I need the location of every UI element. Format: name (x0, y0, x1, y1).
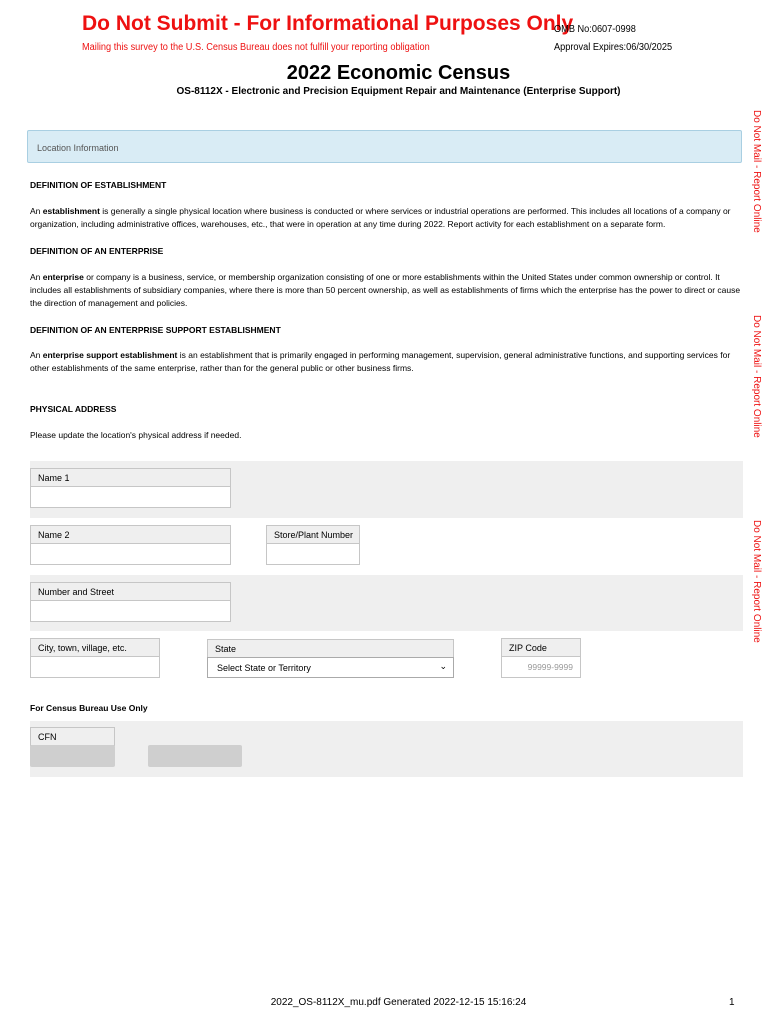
page-title: 2022 Economic Census (286, 62, 511, 84)
cfn-row (30, 721, 743, 777)
approval-expiration: Approval Expires:06/30/2025 (554, 42, 673, 53)
warning-title: Do Not Submit - For Informational Purposes Only (82, 12, 574, 35)
cfn-label: CFN (30, 727, 115, 746)
side-notice: Do Not Mail - Report Online (751, 520, 762, 643)
store-plant-label: Store/Plant Number (266, 525, 360, 544)
city-input[interactable] (30, 656, 160, 678)
name1-input[interactable] (30, 486, 231, 508)
omb-number: OMB No:0607-0998 (554, 24, 636, 35)
name1-label: Name 1 (30, 468, 231, 487)
side-notice: Do Not Mail - Report Online (751, 110, 762, 233)
city-label: City, town, village, etc. (30, 638, 160, 657)
location-information-label: Location Information (37, 143, 119, 153)
location-information-header (27, 130, 742, 163)
physical-address-heading: PHYSICAL ADDRESS (30, 404, 117, 414)
support-definition: An enterprise support establishment is an establishment that is primarily engaged in performing management, supervision, general administrative functions, and supporting services for other establishments of the same enterprise, rather than for the general public or other business firms. (30, 350, 731, 373)
state-select-value: Select State or Territory (217, 663, 311, 673)
census-use-heading: For Census Bureau Use Only (30, 703, 148, 713)
establishment-heading: DEFINITION OF ESTABLISHMENT (30, 180, 167, 190)
store-plant-input[interactable] (266, 543, 360, 565)
page-number: 1 (729, 997, 735, 1008)
cfn-extra-field (148, 745, 242, 767)
support-heading: DEFINITION OF AN ENTERPRISE SUPPORT ESTABLISHMENT (30, 325, 281, 335)
warning-subtitle: Mailing this survey to the U.S. Census Bureau does not fulfill your reporting obligation (82, 42, 430, 53)
enterprise-heading: DEFINITION OF AN ENTERPRISE (30, 246, 164, 256)
form-title: OS-8112X - Electronic and Precision Equipment Repair and Maintenance (Enterprise Support) (176, 86, 621, 97)
cfn-field (30, 745, 115, 767)
zip-input[interactable]: 99999-9999 (501, 656, 581, 678)
enterprise-definition: An enterprise or company is a business, service, or membership organization consisting of one or more establishments within the United States under common ownership or control. It includes all establishments of subsidiary companies, where there is more than 50 percent ownership, as well as establishments of firms which the enterprise has the power to direct or cause the direction of management and policies. (30, 272, 741, 308)
state-label: State (207, 639, 454, 658)
state-select[interactable] (207, 657, 454, 678)
name2-label: Name 2 (30, 525, 231, 544)
street-label: Number and Street (30, 582, 231, 601)
footer-generated: 2022_OS-8112X_mu.pdf Generated 2022-12-15 15:16:24 (270, 997, 527, 1008)
side-notice: Do Not Mail - Report Online (751, 315, 762, 438)
chevron-down-icon: ⌄ (439, 661, 447, 671)
name2-input[interactable] (30, 543, 231, 565)
street-input[interactable] (30, 600, 231, 622)
zip-label: ZIP Code (501, 638, 581, 657)
establishment-definition: An establishment is generally a single physical location where business is conducted or where services or industrial operations are performed. This includes all locations of a company or organization, including administrative offices, warehouses, etc., that were in operation at any time during 2022. Report activity for each establishment on a separate form. (30, 206, 731, 229)
address-instruction: Please update the location's physical address if needed. (30, 430, 242, 440)
